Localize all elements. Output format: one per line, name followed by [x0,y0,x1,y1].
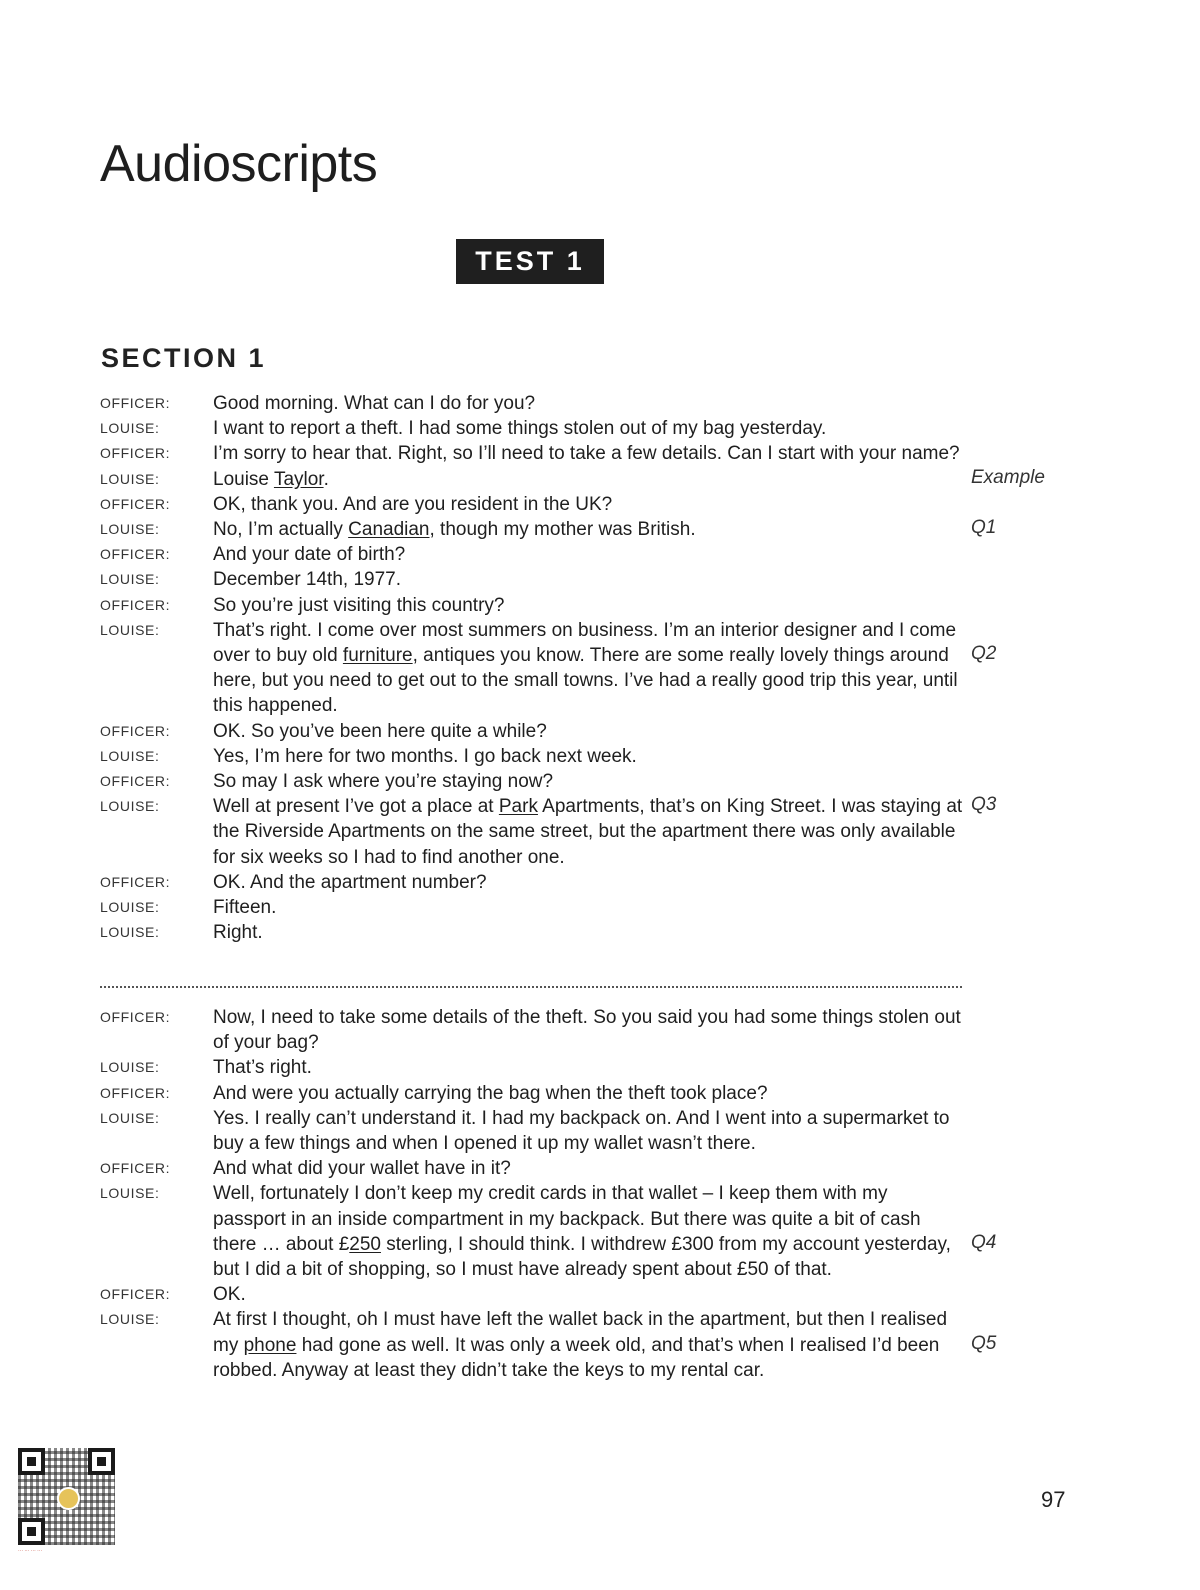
page-title: Audioscripts [100,135,378,193]
speech-text: And what did your wallet have in it? [213,1158,511,1180]
question-marker: Q4 [971,1231,997,1253]
speaker-label: LOUISE: [100,1185,160,1202]
speaker-label: OFFICER: [100,722,171,739]
speaker-label: LOUISE: [100,521,160,538]
speech-text: Fifteen. [213,897,277,919]
speech-text: OK, thank you. And are you resident in the UK? [213,493,613,515]
speech-text: So you’re just visiting this country? [213,594,505,616]
question-marker: Q3 [971,794,997,816]
audioscript-part-2 [100,1005,1080,1383]
speech-text: So may I ask where you’re staying now? [213,771,554,793]
speech-text: That’s right. [213,1057,312,1079]
answer-underline: Taylor [273,468,324,490]
speaker-label: LOUISE: [100,420,160,437]
speech-text: And your date of birth? [213,544,406,566]
speaker-label: LOUISE: [100,470,160,487]
dialogue-turn [100,391,1080,416]
dialogue-turn [100,769,1080,794]
speaker-label: OFFICER: [100,1084,171,1101]
dialogue-turn [100,1106,1080,1156]
dialogue-turn [100,870,1080,895]
dialogue-turn [100,719,1080,744]
dialogue-turn [100,1181,1080,1282]
dialogue-turn [100,618,1080,719]
dialogue-turn [100,467,1080,492]
dialogue-turn [100,593,1080,618]
speech-text: Now, I need to take some details of the theft. So you said you had some things stolen out of your bag? [213,1007,961,1054]
dialogue-turn [100,517,1080,542]
speaker-label: OFFICER: [100,773,171,790]
question-marker: Example [971,466,1045,488]
speech-text: Louise Taylor. [213,468,329,490]
answer-underline: phone [243,1334,297,1356]
dialogue-turn [100,492,1080,517]
speech-text: I’m sorry to hear that. Right, so I’ll need to take a few details. Can I start with your name? [213,443,960,465]
dialogue-turn [100,895,1080,920]
speech-text: At first I thought, oh I must have left the wallet back in the apartment, but then I realised my phone had gone as well. It was only a week old, and that’s when I realised I’d been robbed. Anyway at least they didn’t take the keys to my rental car. [213,1309,948,1381]
dialogue-turn [100,1282,1080,1307]
speaker-label: OFFICER: [100,495,171,512]
dialogue-turn [100,920,1080,945]
speech-text: Good morning. What can I do for you? [213,393,536,414]
qr-code-image [18,1448,115,1545]
dialogue-turn [100,1081,1080,1106]
speech-text: Yes. I really can’t understand it. I had my backpack on. And I went into a supermarket to buy a few things and when I opened it up my wallet wasn’t there. [213,1107,950,1155]
dialogue-turn [100,416,1080,441]
answer-underline: Canadian [348,519,430,541]
dialogue-turn [100,1307,1080,1383]
question-marker: Q1 [971,517,997,539]
speech-text: No, I’m actually Canadian, though my mother was British. [213,519,696,541]
audioscript-part-1 [100,391,1080,945]
speaker-label: OFFICER: [100,1160,171,1177]
speech-text: And were you actually carrying the bag when the theft took place? [213,1082,768,1104]
dialogue-turn [100,542,1080,567]
speaker-label: LOUISE: [100,571,160,588]
question-marker: Q5 [971,1332,997,1354]
section-divider [100,986,962,988]
speaker-label: LOUISE: [100,924,160,941]
answer-underline: 250 [349,1233,381,1255]
speech-text: December 14th, 1977. [213,569,402,591]
speech-text: I want to report a theft. I had some things stolen out of my bag yesterday. [213,418,827,440]
speaker-label: OFFICER: [100,1286,171,1303]
speaker-label: LOUISE: [100,1059,160,1076]
speech-text: OK. [213,1284,246,1306]
dialogue-turn [100,567,1080,592]
qr-logo-icon [57,1487,80,1510]
speech-text: That’s right. I come over most summers on business. I’m an interior designer and I come over to buy old furniture, antiques you know. There are some really lovely things around here, but you need to get out to the small towns. I’ve had a really good trip this year, until this happened. [213,619,958,717]
dialogue-turn [100,1005,1080,1055]
dialogue-turn [100,744,1080,769]
dialogue-turn [100,794,1080,870]
speaker-label: LOUISE: [100,621,160,638]
speech-text: OK. And the apartment number? [213,871,487,893]
answer-underline: furniture [342,645,413,667]
speaker-label: OFFICER: [100,445,171,462]
answer-underline: Park [498,796,538,818]
speaker-label: OFFICER: [100,596,171,613]
dialogue-turn [100,441,1080,466]
speech-text: Well at present I’ve got a place at Park Apartments, that’s on King Street. I was staying at the Riverside Apartments on the same street, but the apartment there was only available for six weeks so I had to find another one. [213,796,963,868]
speaker-label: LOUISE: [100,1109,160,1126]
speaker-label: LOUISE: [100,747,160,764]
speaker-label: OFFICER: [100,1009,171,1025]
speaker-label: OFFICER: [100,546,171,563]
dialogue-turn [100,1156,1080,1181]
qr-caption: ··· ··· ··· ··· [18,1548,43,1554]
question-marker: Q2 [971,643,997,665]
speaker-label: LOUISE: [100,899,160,916]
dialogue-turn [100,1055,1080,1080]
speech-text: Right. [213,922,263,944]
speech-text: Yes, I’m here for two months. I go back next week. [213,745,637,767]
section-title: SECTION 1 [101,343,267,373]
test-badge: TEST 1 [456,239,604,284]
speech-text: Well, fortunately I don’t keep my credit cards in that wallet – I keep them with my passport in an inside compartment in my backpack. But there was quite a bit of cash there … about £250 sterling, I should think. I withdrew £300 from my account yesterday, but I did a bit of shopping, so I must have already spent about £50 of that. [213,1183,951,1281]
speaker-label: OFFICER: [100,873,171,890]
speaker-label: LOUISE: [100,1311,160,1328]
page-number: 97 [1041,1487,1066,1512]
speaker-label: LOUISE: [100,798,160,815]
speech-text: OK. So you’ve been here quite a while? [213,720,547,742]
speaker-label: OFFICER: [100,395,171,411]
